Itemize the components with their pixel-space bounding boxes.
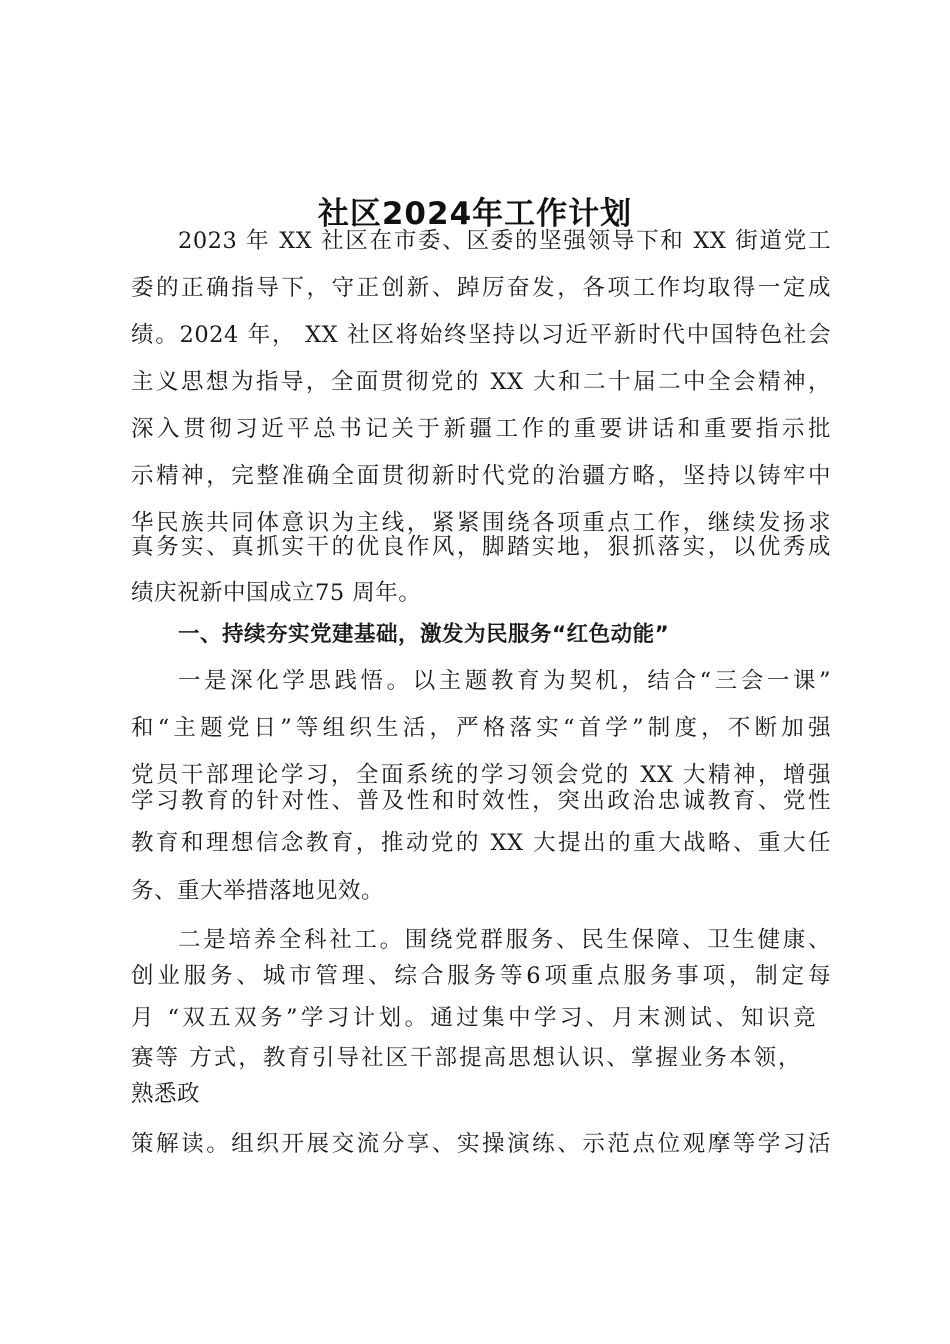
paragraph-1-line-3: 绩。2024 年， XX 社区将始终坚持以习近平新时代中国特色社会 — [131, 322, 831, 348]
paragraph-2-line-2: 和“主题党日”等组织生活，严格落实“首学”制度，不断加强 — [131, 715, 831, 741]
paragraph-2-line-3: 党员干部理论学习，全面系统的学习领会党的 XX 大精神，增强 — [131, 762, 831, 788]
paragraph-2-line-4: 学习教育的针对性、普及性和时效性，突出政治忠诚教育、党性 — [131, 788, 831, 814]
paragraph-3-line-2: 创业服务、城市管理、综合服务等6项重点服务事项，制定每 — [131, 963, 831, 989]
paragraph-3-line-4: 赛等 方式，教育引导社区干部提高思想认识、掌握业务本领， — [131, 1045, 801, 1071]
section-1-heading: 一、持续夯实党建基础，激发为民服务“红色动能” — [178, 622, 670, 647]
paragraph-1-line-5: 深入贯彻习近平总书记关于新疆工作的重要讲话和重要指示批 — [131, 416, 831, 442]
paragraph-2-line-6: 务、重大举措落地见效。 — [131, 878, 385, 904]
paragraph-1-line-7: 华民族共同体意识为主线，紧紧围绕各项重点工作，继续发扬求 — [131, 510, 831, 536]
paragraph-2-line-5: 教育和理想信念教育，推动党的 XX 大提出的重大战略、重大任 — [131, 830, 831, 856]
paragraph-3-line-6: 策解读。组织开展交流分享、实操演练、示范点位观摩等学习活 — [131, 1131, 831, 1157]
paragraph-3-line-1: 二是培养全科社工。围绕党群服务、民生保障、卫生健康、 — [178, 927, 831, 953]
paragraph-1-line-2: 委的正确指导下，守正创新、踔厉奋发，各项工作均取得一定成 — [131, 275, 831, 301]
paragraph-1-line-6: 示精神，完整准确全面贯彻新时代党的治疆方略，坚持以铸牢中 — [131, 463, 831, 489]
paragraph-1-line-4: 主义思想为指导，全面贯彻党的 XX 大和二十届二中全会精神， — [131, 369, 831, 395]
paragraph-1-line-9: 绩庆祝新中国成立75 周年。 — [131, 580, 422, 606]
paragraph-3-line-3: 月 “双五双务”学习计划。通过集中学习、月末测试、知识竞 — [131, 1005, 816, 1031]
paragraph-1-line-1: 2023 年 XX 社区在市委、区委的坚强领导下和 XX 街道党工 — [178, 228, 831, 254]
document-title: 社区2024年工作计划 — [317, 196, 633, 232]
paragraph-3-line-5: 熟悉政 — [131, 1081, 201, 1107]
paragraph-1-line-8: 真务实、真抓实干的优良作风，脚踏实地，狠抓落实，以优秀成 — [131, 534, 831, 560]
paragraph-2-line-1: 一是深化学思践悟。以主题教育为契机，结合“三会一课” — [178, 668, 831, 694]
